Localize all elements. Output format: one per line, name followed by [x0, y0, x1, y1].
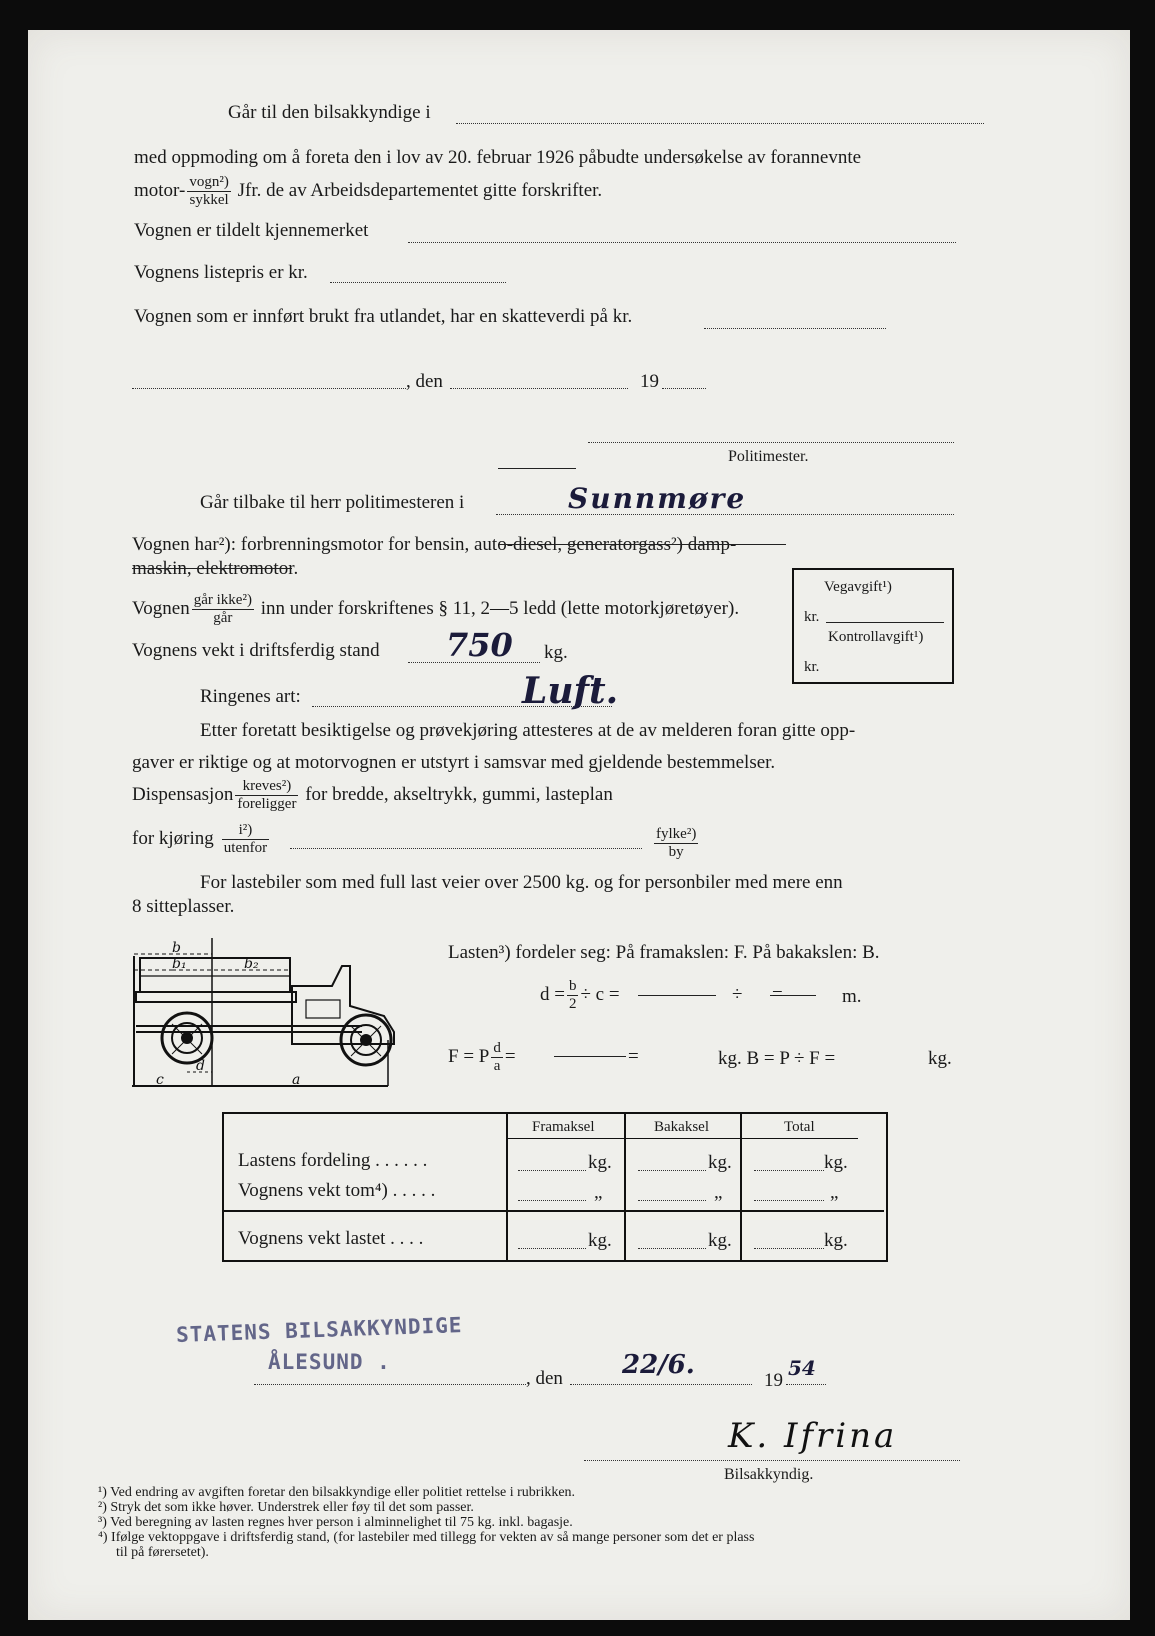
row-label-lastens: Lastens fordeling . . . . . .: [238, 1150, 428, 1171]
cell-1-0-blank: [518, 1200, 586, 1201]
cell-0-2: kg.: [824, 1152, 848, 1173]
d-eq: d =: [540, 983, 565, 1005]
fylke-den: by: [668, 844, 684, 860]
cell-1-1: „: [714, 1182, 723, 1203]
fee-box: [792, 568, 954, 684]
for-kjoring-num: i²): [222, 822, 269, 840]
import-value-label: Vognen som er innført brukt fra utlandet, har en skatteverdi på kr.: [134, 306, 633, 327]
engine-strike-1: [498, 544, 786, 545]
return-label: Går tilbake til herr politimesteren i: [200, 492, 465, 513]
sign-year-blank: [786, 1384, 826, 1385]
d-formula: [540, 978, 620, 1013]
vognen-fraction-num: går ikke²): [193, 592, 252, 608]
list-price-blank: [330, 282, 506, 283]
handwritten-place: Sunnmøre: [568, 482, 747, 515]
tyres-label: Ringenes art:: [200, 686, 301, 707]
sign-date-blank: [570, 1384, 752, 1385]
d-div: ÷: [732, 984, 743, 1005]
total-rule: [224, 1210, 884, 1212]
footnote-1: ¹) Ved endring av avgiften foretar den bilsakkyndige eller politiet rettelse i rubrikken.: [98, 1485, 576, 1500]
vognen-line: [132, 592, 739, 627]
cell-1-1-blank: [638, 1200, 706, 1201]
reg-mark-label: Vognen er tildelt kjennemerket: [134, 220, 369, 241]
col-sep-2: [624, 1114, 626, 1260]
lasten-line: Lasten³) fordeler seg: På framakslen: F. På bakakslen: B.: [448, 942, 880, 963]
intro-line-3-rest: Jfr. de av Arbeidsdepartementet gitte forskrifter.: [237, 179, 603, 201]
year-blank: [662, 388, 706, 389]
cell-1-2-blank: [754, 1200, 824, 1201]
diagram-label-a: a: [292, 1072, 301, 1088]
truck-diagram: [132, 936, 422, 1098]
date-blank: [450, 388, 628, 389]
cell-0-0: kg.: [588, 1152, 612, 1173]
footnote-4-cont: til på førersetet).: [116, 1545, 209, 1560]
date-year-prefix: 19: [640, 371, 659, 392]
dispensation-line: [132, 778, 613, 813]
cell-2-1: kg.: [708, 1230, 732, 1251]
dispensation-den: foreligger: [237, 796, 297, 812]
dispensation-rest: for bredde, akseltrykk, gummi, lasteplan: [305, 783, 613, 805]
for-kjoring-label: for kjøring: [132, 827, 214, 849]
stamp-line-1: STATENS BILSAKKYNDIGE: [175, 1313, 463, 1347]
d-m: m.: [842, 986, 862, 1007]
diagram-label-c: c: [156, 1072, 164, 1088]
politimester-label: Politimester.: [728, 448, 809, 465]
place-blank: [132, 388, 406, 389]
document-page: [28, 30, 1130, 1620]
engine-line-2: maskin, elektromotor.: [132, 558, 299, 579]
list-price-label: Vognens listepris er kr.: [134, 262, 308, 283]
footnote-4: ⁴) Ifølge vektoppgave i driftsferdig stand, (for lastebiler med tillegg for vekten av så mange personer som det er plass: [98, 1530, 755, 1545]
header-bakaksel: Bakaksel: [654, 1119, 709, 1135]
attest-line-1: Etter foretatt besiktigelse og prøvekjøring attesteres at de av melderen foran gitte opp-: [200, 720, 856, 741]
attest-line-2: gaver er riktige og at motorvognen er utstyrt i samsvar med gjeldende bestemmelser.: [132, 752, 776, 773]
diagram-label-b: b: [172, 940, 181, 956]
diagram-label-b1: b₁: [172, 956, 187, 972]
d-eq2: =: [772, 984, 783, 1005]
sign-hand-date: 22/6.: [622, 1350, 695, 1380]
header-total: Total: [784, 1119, 815, 1135]
intro-line-3: [134, 174, 602, 209]
cell-2-0-blank: [518, 1248, 586, 1249]
f-eq2: =: [628, 1046, 639, 1067]
engine-line-1: Vognen har²): forbrenningsmotor for bensin, auto-diesel, generatorgass²) damp-: [132, 534, 737, 555]
fylke-fraction-wrap: [652, 826, 700, 861]
signature-blank: [584, 1460, 960, 1461]
sign-year-prefix: 19: [764, 1370, 783, 1391]
short-rule: [498, 468, 576, 469]
motor-fraction-num: vogn²): [189, 174, 229, 190]
col-sep-1: [506, 1114, 508, 1260]
engine-strike-2: [132, 568, 292, 569]
vognen-rest: inn under forskriftenes § 11, 2—5 ledd (lette motorkjøretøyer).: [260, 597, 740, 619]
cell-2-2-blank: [754, 1248, 824, 1249]
reg-mark-blank: [408, 242, 956, 243]
vegavgift-kr: kr.: [804, 609, 820, 625]
dispensation-num: kreves²): [235, 778, 298, 796]
b-over-2-num: b: [568, 978, 577, 994]
b-over-2: [567, 978, 579, 1013]
d-over-a-den: a: [493, 1058, 501, 1074]
motor-fraction: [187, 174, 231, 209]
vegavgift-label: Vegavgift¹): [824, 579, 892, 595]
signature-label: Bilsakkyndig.: [724, 1466, 814, 1483]
vognen-fraction: [192, 592, 254, 627]
fylke-blank: [290, 848, 642, 849]
header-framaksel: Framaksel: [532, 1119, 595, 1135]
header-rule: [506, 1138, 858, 1139]
cell-0-1-blank: [638, 1170, 706, 1171]
intro-line-2: med oppmoding om å foreta den i lov av 20. februar 1926 påbudte undersøkelse av forannevnte: [134, 147, 862, 168]
footnote-2: ²) Stryk det som ikke høver. Understrek eller føy til det som passer.: [98, 1500, 474, 1515]
cell-1-0: „: [594, 1182, 603, 1203]
cell-1-2: „: [830, 1182, 839, 1203]
dispensation-fraction: [235, 778, 298, 813]
for-kjoring-line: [132, 822, 271, 857]
row-label-lastet: Vognens vekt lastet . . . .: [238, 1228, 424, 1249]
diagram-label-b2: b₂: [244, 956, 259, 972]
lastebil-line-1: For lastebiler som med full last veier over 2500 kg. og for personbiler med mere enn: [200, 872, 843, 893]
vegavgift-kr-line: [826, 622, 944, 623]
politimester-sign-blank: [588, 442, 954, 443]
d-rest: ÷ c =: [580, 983, 620, 1005]
signature: K. Ifrina: [728, 1416, 898, 1456]
cell-2-0: kg.: [588, 1230, 612, 1251]
vognen-fraction-den: går: [213, 610, 233, 626]
weight-unit: kg.: [544, 642, 568, 663]
cell-0-2-blank: [754, 1170, 824, 1171]
import-value-blank: [704, 328, 886, 329]
kontrollavgift-kr: kr.: [804, 659, 820, 675]
f-kg-b: kg. B = P ÷ F =: [718, 1048, 836, 1069]
f-eq: F = P: [448, 1045, 490, 1067]
vognen-prefix: Vognen: [132, 597, 190, 619]
f-formula: [448, 1040, 516, 1075]
motor-fraction-den: sykkel: [189, 192, 229, 208]
intro-line-1-blank: [456, 123, 984, 124]
sign-place-blank: [254, 1384, 526, 1385]
row-label-tom: Vognens vekt tom⁴) . . . . .: [238, 1180, 436, 1201]
dispensation-label: Dispensasjon: [132, 783, 234, 805]
f-rest: =: [504, 1045, 516, 1067]
for-kjoring-fraction: [222, 822, 269, 857]
distribution-table-wrap: [222, 1112, 888, 1262]
sign-den: , den: [526, 1368, 563, 1389]
fylke-fraction: [654, 826, 698, 861]
lastebil-line-2: 8 sitteplasser.: [132, 896, 235, 917]
motor-prefix: motor-: [134, 179, 186, 201]
cell-2-2: kg.: [824, 1230, 848, 1251]
weight-value: 750: [446, 626, 513, 664]
d-blank-1: [638, 995, 716, 996]
for-kjoring-den: utenfor: [223, 840, 268, 856]
b-over-2-den: 2: [568, 996, 577, 1012]
fylke-num: fylke²): [656, 826, 697, 842]
cell-0-1: kg.: [708, 1152, 732, 1173]
f-blank-1: [554, 1056, 626, 1057]
d-over-a-num: d: [493, 1040, 501, 1056]
stamp-line-2: ÅLESUND .: [268, 1350, 391, 1374]
f-kg-end: kg.: [928, 1048, 952, 1069]
intro-line-1: Går til den bilsakkyndige i: [228, 102, 431, 123]
date-den: , den: [406, 371, 443, 392]
diagram-label-d: d: [196, 1058, 205, 1074]
weight-label: Vognens vekt i driftsferdig stand: [132, 640, 380, 661]
col-sep-3: [740, 1114, 742, 1260]
tyres-value: Luft.: [522, 670, 619, 712]
footnote-3: ³) Ved beregning av lasten regnes hver person i alminnelighet til 75 kg. inkl. bagasje.: [98, 1515, 573, 1530]
cell-2-1-blank: [638, 1248, 706, 1249]
kontrollavgift-label: Kontrollavgift¹): [828, 629, 924, 645]
d-over-a: [491, 1040, 503, 1075]
sign-hand-year: 54: [788, 1356, 816, 1380]
cell-0-0-blank: [518, 1170, 586, 1171]
